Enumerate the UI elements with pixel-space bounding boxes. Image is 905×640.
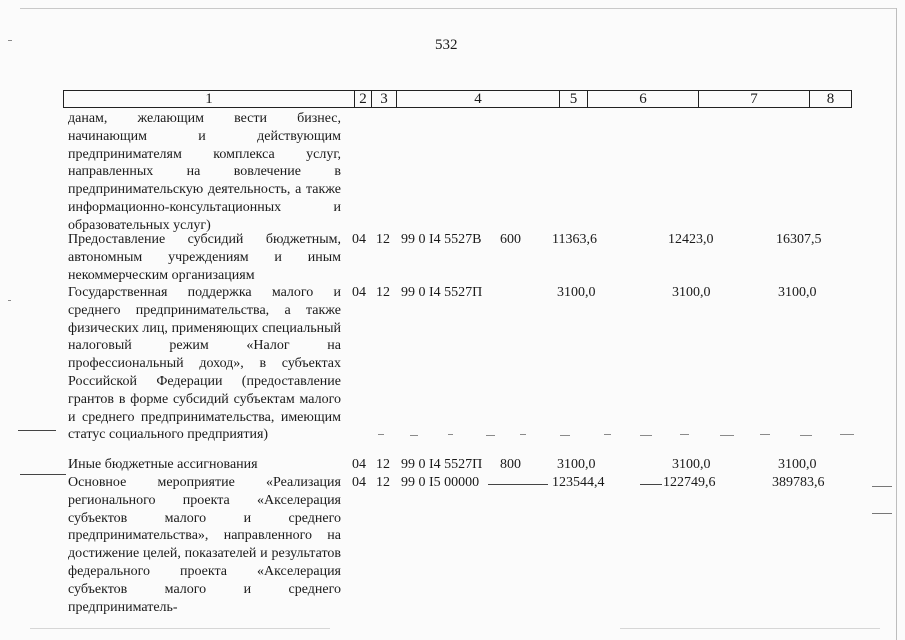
table-cell-subsection: 12 [376, 475, 390, 490]
table-header [63, 90, 852, 108]
scan-speck [560, 435, 570, 436]
table-cell-target-article: 99 0 I4 5527П [401, 457, 483, 472]
header-col-2: 2 [355, 91, 372, 107]
scan-speck [8, 300, 11, 301]
table-row-description: Государственная поддержка малого и среднего предпринимательства, а также физических лиц, применяющих специальный налоговый режим «Налог на профессиональный доход», в субъектах Российской Федерации (предоставление грантов в форме субсидий субъектам малого и среднего предпринимательства, имеющим статус социального предприятия) [68, 285, 341, 443]
table-cell-section: 04 [352, 457, 366, 472]
table-cell-expense-type: 600 [500, 232, 521, 247]
table-cell-section: 04 [352, 285, 366, 300]
header-col-3: 3 [372, 91, 397, 107]
header-col-8: 8 [826, 91, 835, 107]
table-cell-target-article: 99 0 I4 5527П [401, 285, 483, 300]
table-cell-amount-8: 389783,6 [772, 475, 825, 490]
scan-speck [680, 434, 689, 435]
scan-speck [640, 435, 652, 436]
table-row-description: Основное мероприятие «Реализация регионального проекта «Акселерация субъектов малого и среднего предпринимательства», направленного на достижение целей, показателей и результатов федерального проекта «Акселерация субъектов малого и среднего предприниматель- [68, 475, 341, 615]
scan-artifact-dash [488, 484, 548, 485]
scan-speck [620, 628, 880, 629]
scan-artifact-dash [872, 486, 892, 487]
scan-speck [520, 434, 526, 435]
table-cell-amount-7: 122749,6 [663, 475, 716, 490]
scan-speck [760, 434, 770, 435]
table-cell-section: 04 [352, 475, 366, 490]
table-cell-subsection: 12 [376, 232, 390, 247]
scan-speck [410, 435, 418, 436]
table-cell-amount-6: 3100,0 [557, 285, 596, 300]
table-cell-amount-7: 3100,0 [672, 457, 711, 472]
table-row-description: Иные бюджетные ассигнования [68, 457, 258, 472]
scan-artifact-dash [20, 474, 66, 475]
table-cell-amount-7: 3100,0 [672, 285, 711, 300]
header-col-6: 6 [588, 91, 699, 107]
table-cell-subsection: 12 [376, 285, 390, 300]
scan-speck [378, 434, 384, 435]
table-cell-amount-7: 12423,0 [668, 232, 714, 247]
table-row-description: данам, желающим вести бизнес, начинающим и действующим предпринимателям комплекса услуг, направленных на вовлечение в предпринимательскую деятельность, а также информационно-консультационных и образовательных услуг) [68, 111, 341, 233]
scan-speck [720, 435, 734, 436]
page-number: 532 [435, 37, 458, 53]
scan-artifact-dash [18, 430, 56, 431]
page-edge-top [20, 8, 897, 9]
table-cell-section: 04 [352, 232, 366, 247]
table-cell-amount-6: 11363,6 [552, 232, 597, 247]
scan-artifact-dash [640, 484, 662, 485]
header-col-7: 7 [699, 91, 810, 107]
table-cell-amount-8: 3100,0 [778, 285, 817, 300]
scan-artifact-dash [872, 513, 892, 514]
page-edge-right [896, 8, 897, 640]
header-col-1: 1 [64, 91, 355, 107]
header-col-5: 5 [560, 91, 588, 107]
table-row-description: Предоставление субсидий бюджетным, автономным учреждениям и иным некоммерческим организациям [68, 232, 341, 283]
table-cell-amount-6: 123544,4 [552, 475, 605, 490]
header-col-4: 4 [397, 91, 560, 107]
table-cell-target-article: 99 0 I5 00000 [401, 475, 480, 490]
table-cell-expense-type: 800 [500, 457, 521, 472]
scan-speck [604, 434, 611, 435]
scan-speck [448, 434, 453, 435]
table-cell-subsection: 12 [376, 457, 390, 472]
scan-speck [486, 435, 495, 436]
table-cell-amount-8: 16307,5 [776, 232, 822, 247]
scan-speck [840, 434, 854, 435]
table-cell-target-article: 99 0 I4 5527В [401, 232, 482, 247]
scan-speck [800, 435, 812, 436]
scan-speck [30, 628, 330, 629]
table-cell-amount-6: 3100,0 [557, 457, 596, 472]
scan-speck [8, 40, 12, 41]
table-cell-amount-8: 3100,0 [778, 457, 817, 472]
